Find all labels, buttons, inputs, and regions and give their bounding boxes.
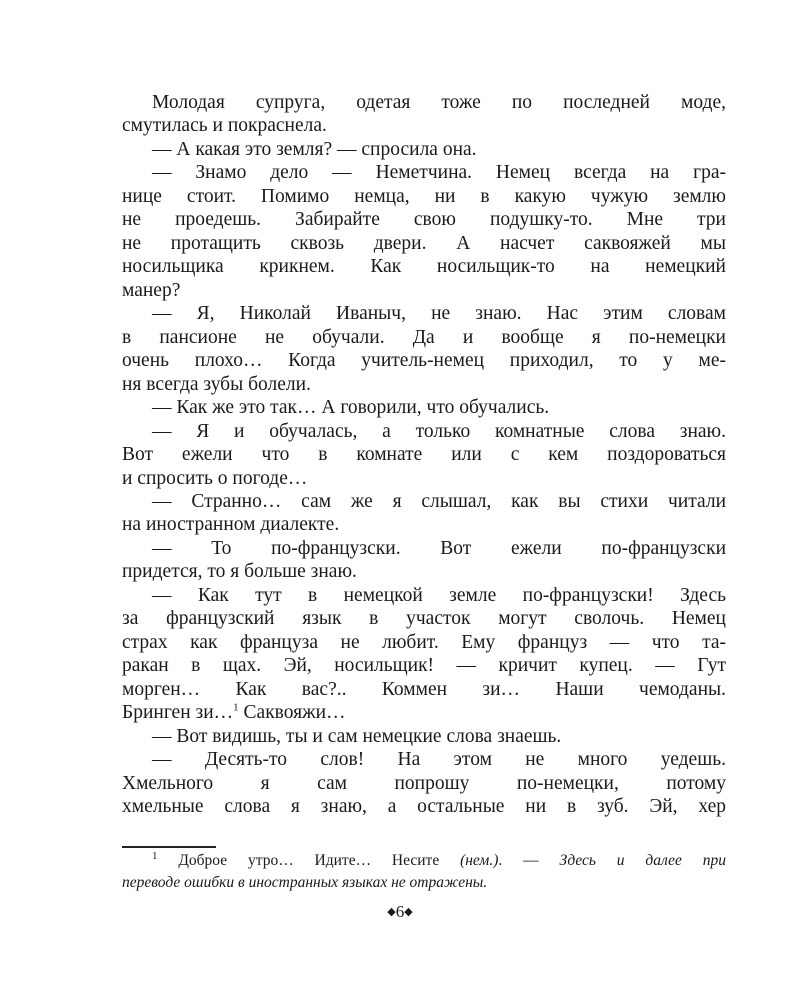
text-line: ракан в щах. Эй, носильщик! — кричит купец. — Гут: [122, 655, 726, 677]
text-line: морген… Как вас?.. Коммен зи… Наши чемоданы.: [122, 678, 726, 700]
text-line: не проедешь. Забирайте свою подушку-то. Мне три: [122, 209, 726, 231]
text-line: — Я и обучалась, а только комнатные слова знаю.: [152, 420, 726, 442]
body-text: [122, 91, 726, 819]
text-line: ня всегда зубы болели.: [122, 373, 311, 395]
text-line: Хмельного я сам попрошу по-немецки, потому: [122, 772, 726, 794]
text-line: — Десять-то слов! На этом не много уедешь.: [152, 749, 726, 771]
text-line: — Я, Николай Иваныч, не знаю. Нас этим словам: [152, 303, 726, 325]
text-line: придется, то я больше знаю.: [122, 561, 357, 583]
text-line: хмельные слова я знаю, а остальные ни в зуб. Эй, хер: [122, 796, 726, 818]
text-line: — Странно… сам же я слышал, как вы стихи читали: [152, 490, 726, 512]
language-abbr: (нем.): [460, 852, 499, 869]
text-line: смутилась и покраснела.: [122, 115, 327, 137]
text-line: в пансионе не обучали. Да и вообще я по-немецки: [122, 326, 726, 348]
text-line: не протащить сквозь двери. А насчет саквояжей мы: [122, 232, 726, 254]
footnote-line: $^1$ Доброе утро… Идите… Несите (нем.). — Здесь и далее при: [152, 849, 727, 869]
ornament-left-icon: ◆: [387, 906, 396, 918]
text-line: за французский язык в участок могут сволочь. Немец: [122, 608, 726, 630]
ornament-right-icon: ◆: [404, 906, 413, 918]
text-line: — То по-французски. Вот ежели по-французски: [152, 537, 726, 559]
text-line: — Как тут в немецкой земле по-французски! Здесь: [152, 584, 726, 606]
footnote-marker: 1: [152, 849, 158, 862]
text-line: страх как француза не любит. Ему француз — что та-: [122, 631, 726, 653]
text-line: на иностранном диалекте.: [122, 514, 340, 536]
footnote-divider: [122, 846, 216, 848]
text-line: — А какая это земля? — спросила она.: [152, 138, 477, 160]
text-line: Бринген зи…$^1$ Саквояжи…: [122, 701, 346, 724]
text-line: и спросить о погоде…: [122, 467, 308, 489]
text-line: Вот ежели что в комнате или с кем поздороваться: [122, 444, 726, 466]
text-line: носильщика крикнем. Как носильщик-то на немецкий: [122, 256, 726, 278]
footnote: [122, 850, 726, 894]
text-line: нице стоит. Помимо немца, ни в какую чужую землю: [122, 185, 726, 207]
text-line: — Знамо дело — Неметчина. Немец всегда на гра-: [152, 162, 726, 184]
text-line: очень плохо… Когда учитель-немец приходил, то у ме-: [122, 350, 726, 372]
text-line: Молодая супруга, одетая тоже по последней моде,: [152, 92, 726, 113]
text-line: — Как же это так… А говорили, что обучались.: [152, 397, 550, 419]
page-number: ◆6◆: [387, 902, 413, 921]
text-line: — Вот видишь, ты и сам немецкие слова знаешь.: [152, 725, 562, 747]
footnote-reference: 1: [233, 701, 239, 714]
footnote-line: переводе ошибки в иностранных языках не отражены.: [122, 874, 488, 891]
text-line: манер?: [122, 279, 181, 301]
